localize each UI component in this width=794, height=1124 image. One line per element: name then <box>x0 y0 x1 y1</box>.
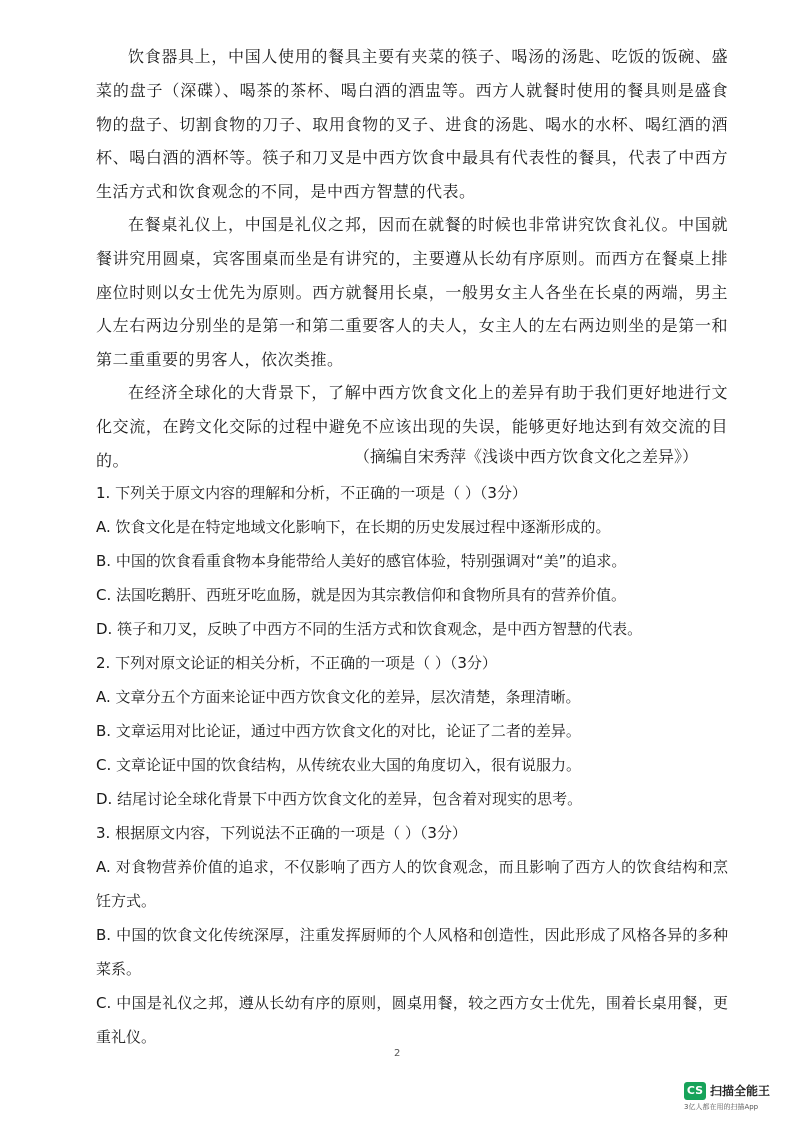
question-3-option-b: B. 中国的饮食文化传统深厚，注重发挥厨师的个人风格和创造性，因此形成了风格各异的多种菜系。 <box>96 926 728 978</box>
question-1-option-d: D. 筷子和刀叉，反映了中西方不同的生活方式和饮食观念，是中西方智慧的代表。 <box>96 620 643 638</box>
passage-paragraph-3: 在经济全球化的大背景下，了解中西方饮食文化上的差异有助于我们更好地进行文化交流，在跨文化交际的过程中避免不应该出现的失误，能够更好地达到有效交流的目的。 <box>96 383 728 470</box>
question-1-option-c: C. 法国吃鹅肝、西班牙吃血肠，就是因为其宗教信仰和食物所具有的营养价值。 <box>96 586 627 604</box>
question-3-option-c: C. 中国是礼仪之邦，遵从长幼有序的原则，圆桌用餐，较之西方女士优先，围着长桌用餐，更重礼仪。 <box>96 994 728 1046</box>
question-2-option-d: D. 结尾讨论全球化背景下中西方饮食文化的差异，包含着对现实的思考。 <box>96 790 583 808</box>
question-2-option-b: B. 文章运用对比论证，通过中西方饮食文化的对比，论证了二者的差异。 <box>96 722 581 740</box>
passage-source: （摘编自宋秀萍《浅谈中西方饮食文化之差异》） <box>353 447 698 466</box>
question-1-stem: 1. 下列关于原文内容的理解和分析，不正确的一项是（ ）（3分） <box>96 484 527 502</box>
question-3-stem: 3. 根据原文内容，下列说法不正确的一项是（ ）（3分） <box>96 824 467 842</box>
passage-paragraph-1: 饮食器具上，中国人使用的餐具主要有夹菜的筷子、喝汤的汤匙、吃饭的饭碗、盛菜的盘子（深碟）、喝茶的茶杯、喝白酒的酒盅等。西方人就餐时使用的餐具则是盛食物的盘子、切割食物的刀子、取用食物的叉子、进食的汤匙、喝水的水杯、喝红酒的酒杯、喝白酒的酒杯等。筷子和刀叉是中西方饮食中最具有代表性的餐具，代表了中西方生活方式和饮食观念的不同，是中西方智慧的代表。 <box>96 47 728 202</box>
question-3-option-a: A. 对食物营养价值的追求，不仅影响了西方人的饮食观念，而且影响了西方人的饮食结构和烹饪方式。 <box>96 858 728 910</box>
question-2-option-a: A. 文章分五个方面来论证中西方饮食文化的差异，层次清楚，条理清晰。 <box>96 688 581 706</box>
scanner-app-tagline: 3亿人都在用的扫描App <box>684 1103 759 1111</box>
question-1-option-b: B. 中国的饮食看重食物本身能带给人美好的感官体验，特别强调对“美”的追求。 <box>96 552 627 570</box>
passage-paragraph-2: 在餐桌礼仪上，中国是礼仪之邦，因而在就餐的时候也非常讲究饮食礼仪。中国就餐讲究用圆桌，宾客围桌而坐是有讲究的，主要遵从长幼有序原则。而西方在餐桌上排座位时则以女士优先为原则。西方就餐用长桌，一般男女主人各坐在长桌的两端，男主人左右两边分别坐的是第一和第二重要客人的夫人，女主人的左右两边则坐的是第一和第二重重要的男客人，依次类推。 <box>96 215 728 370</box>
question-2-option-c: C. 文章论证中国的饮食结构，从传统农业大国的角度切入，很有说服力。 <box>96 756 582 774</box>
page-number: 2 <box>394 1048 401 1059</box>
scanner-watermark <box>684 1080 794 1120</box>
camscanner-logo-icon: CS <box>684 1082 706 1100</box>
question-1-option-a: A. 饮食文化是在特定地域文化影响下，在长期的历史发展过程中逐渐形成的。 <box>96 518 611 536</box>
scanner-app-name: 扫描全能王 <box>710 1084 771 1098</box>
question-2-stem: 2. 下列对原文论证的相关分析，不正确的一项是（ ）（3分） <box>96 654 497 672</box>
